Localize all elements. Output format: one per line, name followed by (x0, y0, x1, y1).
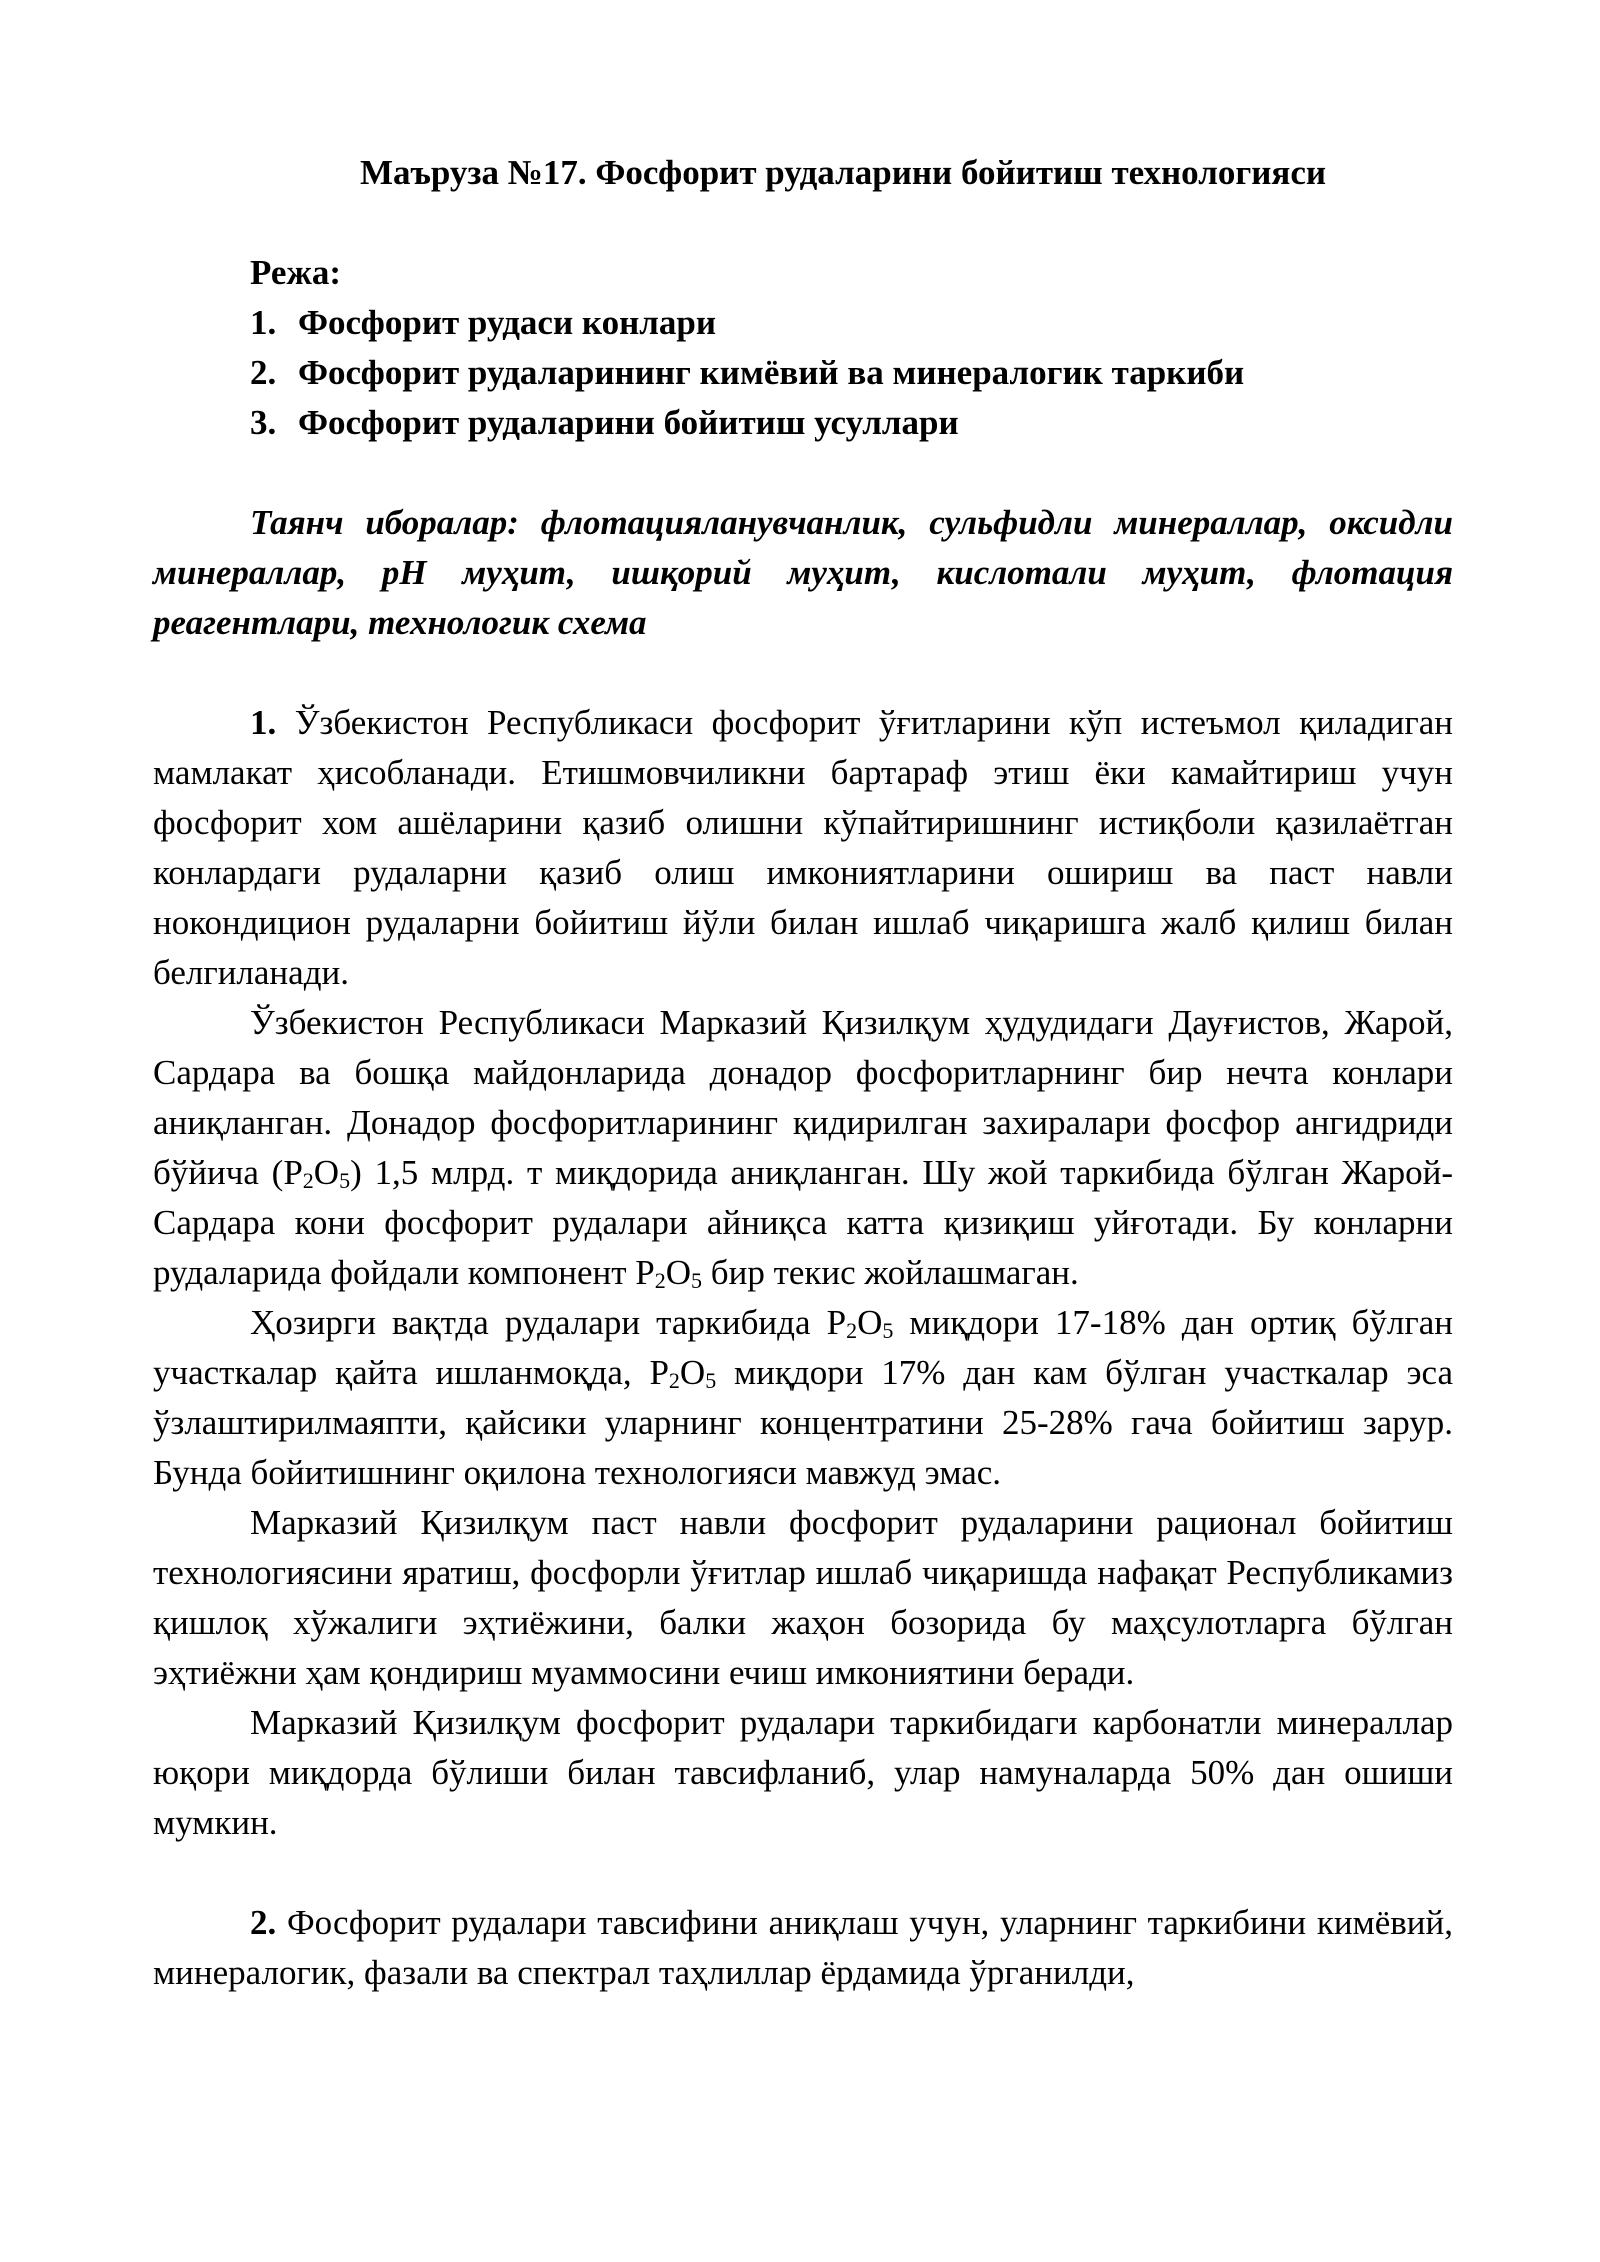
paragraph-text: миқдори 17% дан кам бўлган участкалар эса ўзлаштирилмаяпти, қайсики уларнинг концентратини 25-28% гача бойитиш зарур. Бунда бойитишнинг оқилона технологияси мавжуд эмас. (153, 1353, 1453, 1492)
paragraph-text: Ўзбекистон Республикаси Марказий Қизилқум ҳудудидаги Дауғистов, Жарой, Сардара ва бошқа майдонларида донадор фосфоритларнинг бир нечта конлари аниқланган. Донадор фосфоритларининг қидирилган захиралари фосфор ангидриди бўйича (P (153, 1003, 1453, 1192)
plan-item-text: Фосфорит рудаларини бойитиш усуллари (298, 403, 959, 442)
plan-heading: Режа: (250, 253, 341, 292)
plan-item-text: Фосфорит рудаларининг кимёвий ва минералогик таркиби (298, 353, 1245, 392)
formula-oxygen: O (857, 1303, 883, 1342)
paragraph-text: бир текис жойлашмаган. (702, 1253, 1079, 1292)
paragraph-text: миқдори 17-18% дан ортиқ бўлган участкалар қайта ишланмоқда, P (153, 1303, 1453, 1392)
plan-item-number: 2. (250, 353, 277, 392)
section-number: 1. (250, 703, 277, 742)
section-1-paragraph (153, 698, 1453, 998)
lecture-plan (153, 248, 1453, 448)
section-2-paragraph (153, 1898, 1453, 1998)
paragraph-text: Ҳозирги вақтда рудалари таркибида P (250, 1303, 847, 1342)
formula-subscript: 5 (882, 1318, 894, 1343)
section-1-paragraph (153, 998, 1453, 1298)
formula-subscript: 2 (302, 1168, 314, 1193)
lecture-title: Маъруза №17. Фосфорит рудаларини бойитиш технологияси (359, 153, 1327, 192)
formula-subscript: 2 (654, 1268, 666, 1293)
plan-item-number: 1. (250, 303, 277, 342)
paragraph-text: Фосфорит рудалари тавсифини аниқлаш учун, уларнинг таркибини кимёвий, минералогик, фазали ва спектрал таҳлиллар ёрдамида ўрганилди, (153, 1903, 1454, 1992)
plan-item-number: 3. (250, 403, 277, 442)
plan-item-text: Фосфорит рудаси конлари (298, 303, 717, 342)
section-number: 2. (250, 1903, 277, 1942)
formula-subscript: 5 (705, 1368, 717, 1393)
formula-subscript: 5 (691, 1268, 703, 1293)
formula-oxygen: O (665, 1253, 692, 1292)
formula-subscript: 5 (339, 1168, 351, 1193)
section-1-paragraph: Марказий Қизилқум фосфорит рудалари таркибидаги карбонатли минераллар юқори миқдорда бўлиши билан тавсифланиб, улар намуналарда 50% дан ошиши мумкин. (153, 1703, 1453, 1842)
plan-item (250, 348, 1453, 398)
formula-subscript: 2 (846, 1318, 858, 1343)
section-1-paragraph: Марказий Қизилқум паст навли фосфорит рудаларини рационал бойитиш технологиясини яратиш, фосфорли ўғитлар ишлаб чиқаришда нафақат Республикамиз қишлоқ хўжалиги эҳтиёжини, балки жаҳон бозорида бу маҳсулотларга бўлган эҳтиёжни ҳам қондириш муаммосини ечиш имкониятини беради. (153, 1503, 1453, 1692)
formula-oxygen: O (313, 1153, 340, 1192)
keywords-paragraph: Таянч иборалар: флотацияланувчанлик, сульфидли минераллар, оксидли минераллар, pH муҳит, ишқорий муҳит, кислотали муҳит, флотация реагентлари, технологик схема (153, 503, 1453, 642)
plan-item (250, 298, 1453, 348)
section-1-paragraph (153, 1298, 1453, 1498)
paragraph-text: Ўзбекистон Республикаси фосфорит ўғитларини кўп истеъмол қиладиган мамлакат ҳисобланади. Етишмовчиликни бартараф этиш ёки камайтириш учун фосфорит хом ашёларини қазиб олишни кўпайтиришнинг истиқболи қазилаётган конлардаги рудаларни қазиб олиш имкониятларини ошириш ва паст навли нокондицион рудаларни бойитиш йўли билан ишлаб чиқаришга жалб қилиш билан белгиланади. (153, 703, 1454, 992)
paragraph-text: ) 1,5 млрд. т миқдорида аниқланган. Шу жой таркибида бўлган Жарой-Сардара кони фосфорит рудалари айниқса катта қизиқиш уйғотади. Бу конларни рудаларида фойдали компонент P (153, 1153, 1453, 1292)
document-page (153, 148, 1453, 1998)
plan-list (250, 298, 1453, 448)
formula-oxygen: O (679, 1353, 706, 1392)
formula-subscript: 2 (668, 1368, 680, 1393)
plan-item (250, 398, 1453, 448)
